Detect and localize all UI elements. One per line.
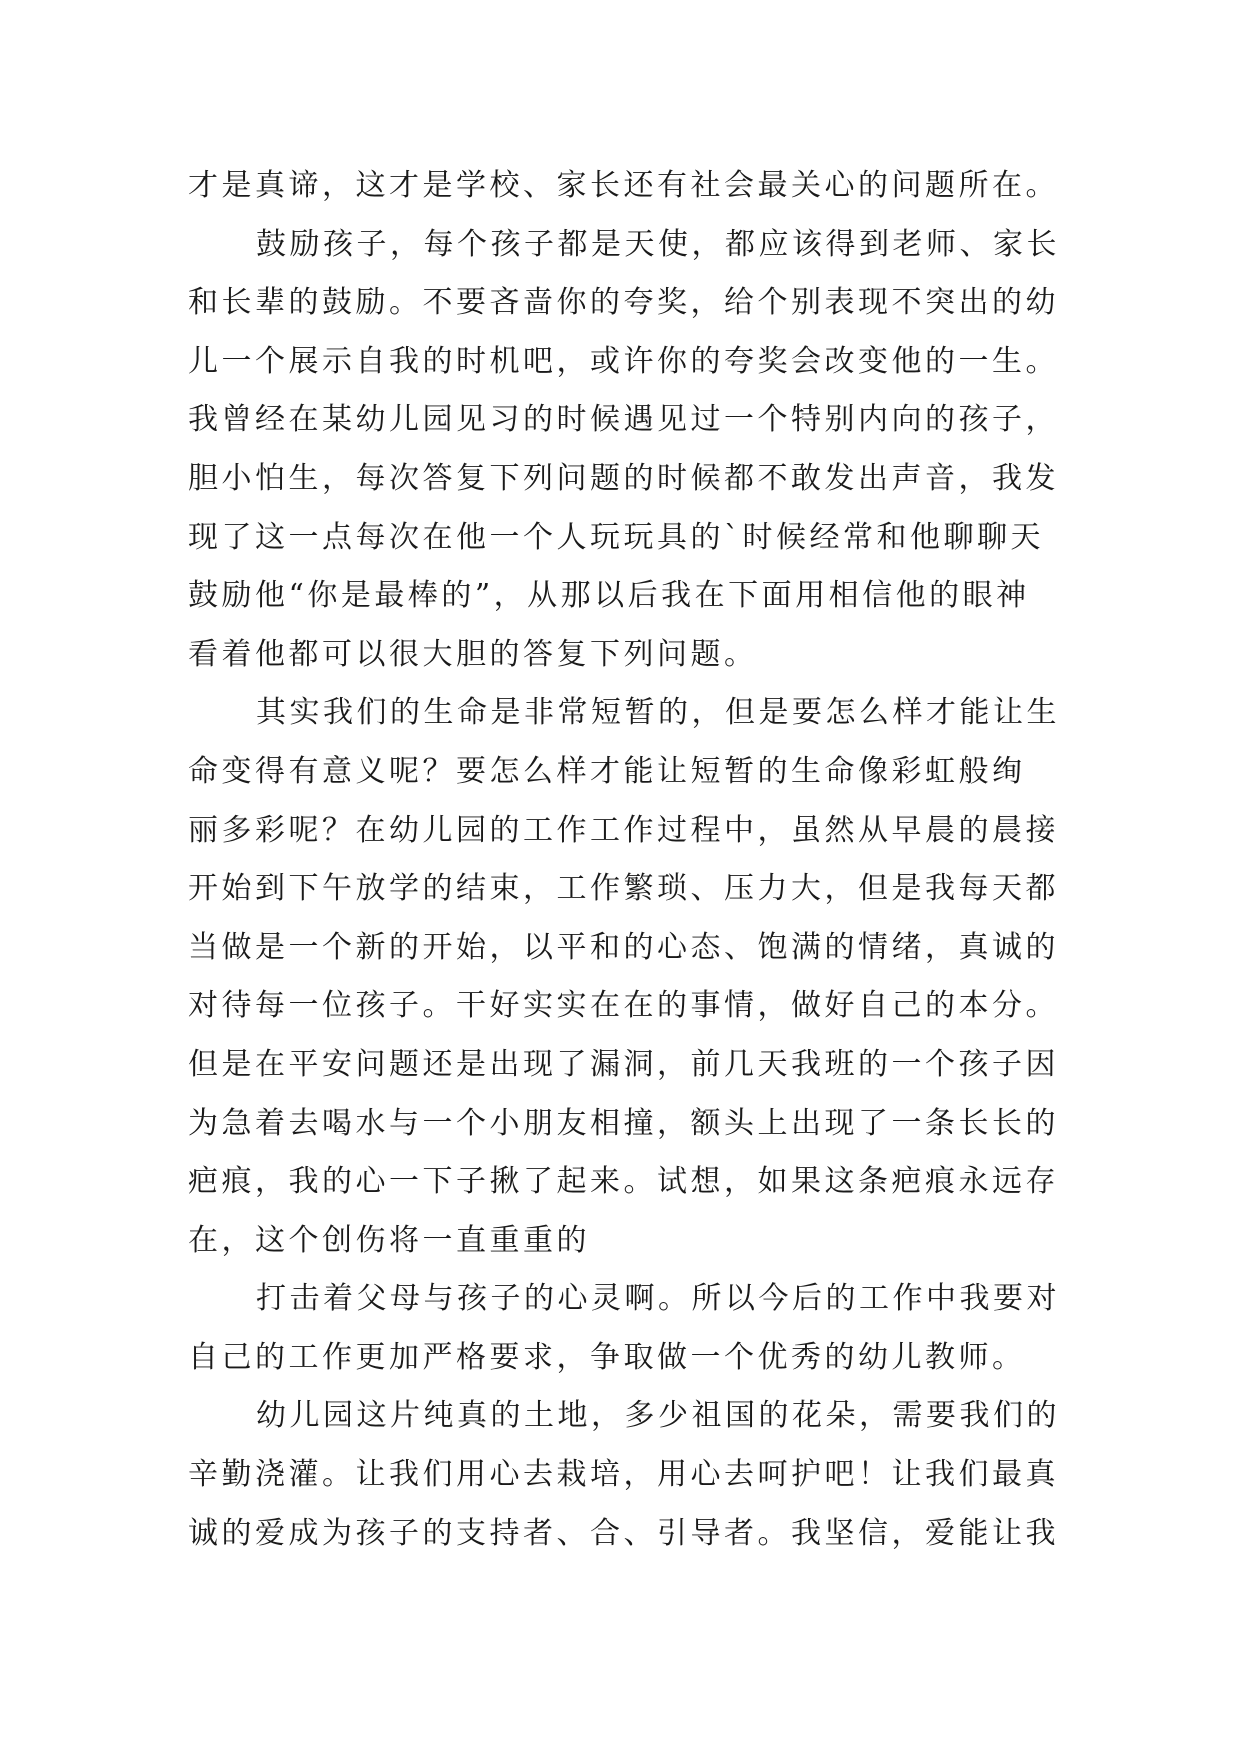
text-line: 打击着父母与孩子的心灵啊。所以今后的工作中我要对 xyxy=(256,1281,1060,1317)
text-line: 但是在平安问题还是出现了漏洞，前几天我班的一个孩子因 xyxy=(188,1046,1059,1082)
text-line: 胆小怕生，每次答复下列问题的时候都不敢发出声音，我发 xyxy=(188,460,1059,496)
text-line: 自己的工作更加严格要求，争取做一个优秀的幼儿教师。 xyxy=(188,1339,1026,1375)
text-line: 疤痕，我的心一下子揪了起来。试想，如果这条疤痕永远存 xyxy=(188,1164,1059,1200)
text-line: 鼓励孩子，每个孩子都是天使，都应该得到老师、家长 xyxy=(256,226,1060,262)
text-line: 鼓励他“你是最棒的”，从那以后我在下面用相信他的眼神 xyxy=(188,578,1030,614)
text-line: 其实我们的生命是非常短暂的，但是要怎么样才能让生 xyxy=(256,695,1060,731)
text-line: 儿一个展示自我的时机吧，或许你的夸奖会改变他的一生。 xyxy=(188,343,1059,379)
text-line: 辛勤浇灌。让我们用心去栽培，用心去呵护吧！让我们最真 xyxy=(188,1457,1059,1493)
text-line: 为急着去喝水与一个小朋友相撞，额头上出现了一条长长的 xyxy=(188,1105,1059,1141)
text-line: 和长辈的鼓励。不要吝啬你的夸奖，给个别表现不突出的幼 xyxy=(188,285,1059,321)
text-line: 对待每一位孩子。干好实实在在的事情，做好自己的本分。 xyxy=(188,988,1059,1024)
body-text xyxy=(188,157,1058,1563)
text-line: 看着他都可以很大胆的答复下列问题。 xyxy=(188,636,758,672)
text-line: 幼儿园这片纯真的土地，多少祖国的花朵，需要我们的 xyxy=(256,1398,1060,1434)
text-line: 我曾经在某幼儿园见习的时候遇见过一个特别内向的孩子， xyxy=(188,402,1059,438)
text-line: 当做是一个新的开始，以平和的心态、饱满的情绪，真诚的 xyxy=(188,929,1059,965)
text-line: 开始到下午放学的结束，工作繁琐、压力大，但是我每天都 xyxy=(188,871,1059,907)
text-line: 现了这一点每次在他一个人玩玩具的`时候经常和他聊聊天 xyxy=(188,519,1044,555)
text-line: 诚的爱成为孩子的支持者、合、引导者。我坚信，爱能让我 xyxy=(188,1515,1059,1551)
text-line: 才是真谛，这才是学校、家长还有社会最关心的问题所在。 xyxy=(188,168,1059,203)
text-line: 命变得有意义呢？要怎么样才能让短暂的生命像彩虹般绚 xyxy=(188,753,1026,789)
text-line: 丽多彩呢？在幼儿园的工作工作过程中，虽然从早晨的晨接 xyxy=(188,812,1059,848)
text-line: 在，这个创伤将一直重重的 xyxy=(188,1222,590,1258)
